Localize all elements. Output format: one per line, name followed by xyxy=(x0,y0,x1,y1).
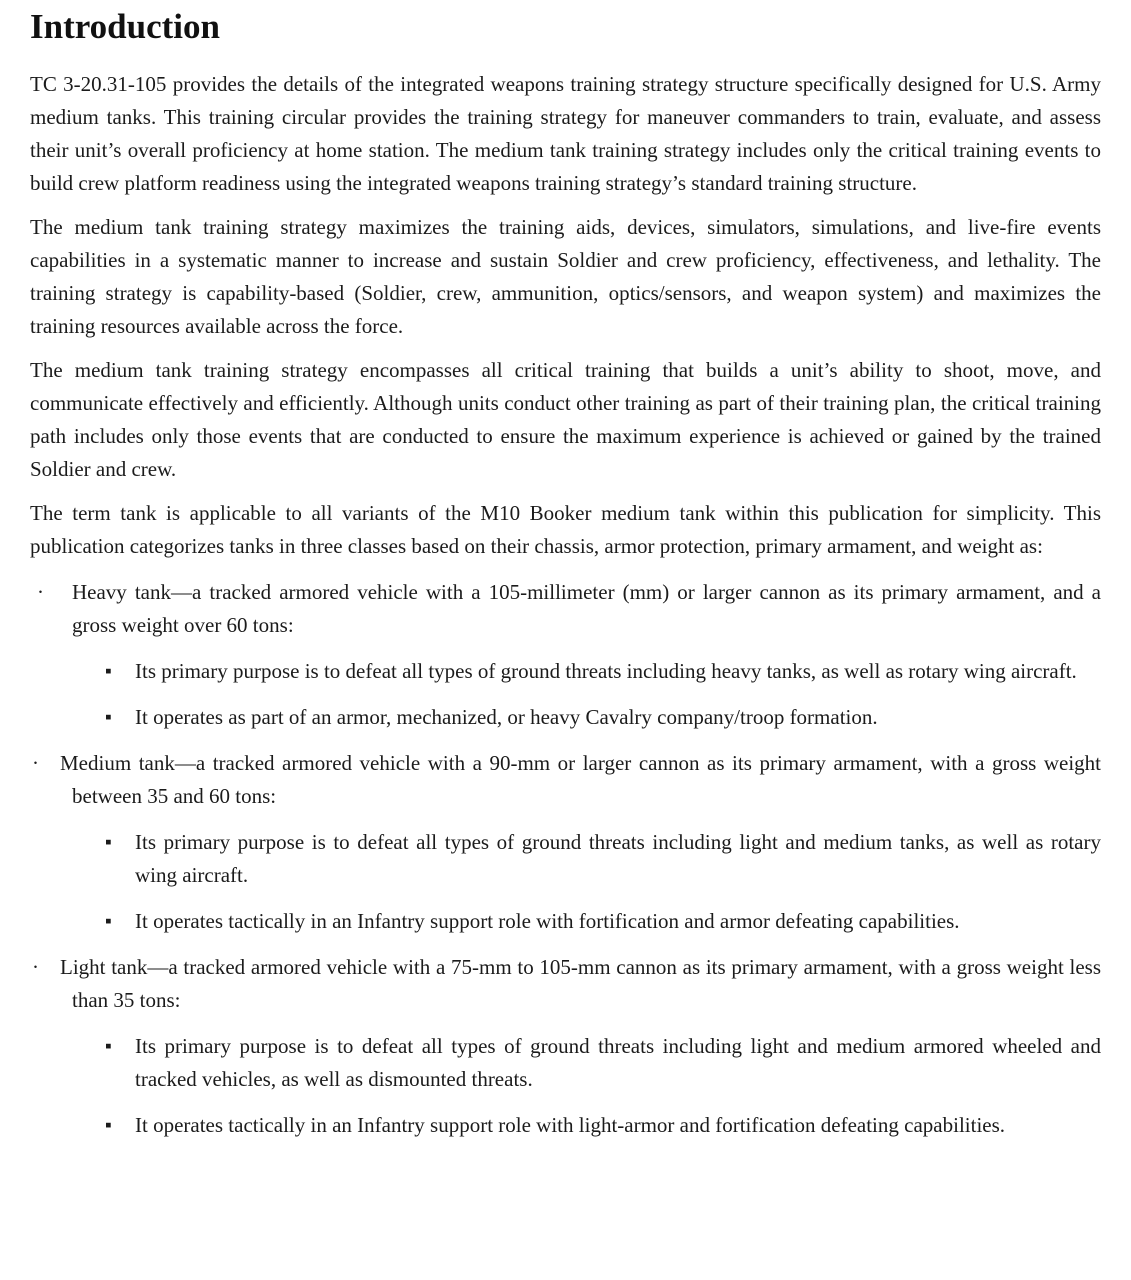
bullet-dot-icon: · xyxy=(32,955,39,979)
list-item-light-tank xyxy=(30,951,1101,1017)
list-item-heavy-tank xyxy=(30,576,1101,642)
bullet-square-icon: ▪ xyxy=(105,911,112,932)
bullet-square-icon: ▪ xyxy=(105,661,112,682)
page-title: Introduction xyxy=(30,7,220,46)
sub-item-heavy-operates xyxy=(103,701,1101,734)
sub-item-text: It operates tactically in an Infantry support role with fortification and armor defeating capabilities. xyxy=(135,909,960,933)
list-item-text: Heavy tank—a tracked armored vehicle with a 105-millimeter (mm) or larger cannon as its primary armament, and a gross weight over 60 tons: xyxy=(72,580,1101,637)
sub-item-light-purpose xyxy=(103,1030,1101,1096)
sub-item-text: Its primary purpose is to defeat all types of ground threats including light and medium tanks, as well as rotary wing aircraft. xyxy=(135,830,1101,887)
bullet-square-icon: ▪ xyxy=(105,832,112,853)
bullet-square-icon: ▪ xyxy=(105,1115,112,1136)
paragraph-term-tank: The term tank is applicable to all variants of the M10 Booker medium tank within this publication for simplicity. This publication categorizes tanks in three classes based on their chassis, armor protection, primary armament, and weight as: xyxy=(30,501,1101,558)
bullet-square-icon: ▪ xyxy=(105,1036,112,1057)
sub-item-text: It operates as part of an armor, mechanized, or heavy Cavalry company/troop formation. xyxy=(135,705,878,729)
list-item-text: Medium tank—a tracked armored vehicle with a 90-mm or larger cannon as its primary armament, with a gross weight between 35 and 60 tons: xyxy=(60,751,1101,808)
paragraph-strategy-maximizes: The medium tank training strategy maximizes the training aids, devices, simulators, simulations, and live-fire events capabilities in a systematic manner to increase and sustain Soldier and crew proficiency, effectiveness, and lethality. The training strategy is capability-based (Soldier, crew, ammunition, optics/sensors, and weapon system) and maximizes the training resources available across the force. xyxy=(30,215,1101,338)
sub-item-heavy-purpose xyxy=(103,655,1101,688)
sub-item-text: Its primary purpose is to defeat all types of ground threats including light and medium armored wheeled and tracked vehicles, as well as dismounted threats. xyxy=(135,1034,1101,1091)
sub-item-text: Its primary purpose is to defeat all types of ground threats including heavy tanks, as well as rotary wing aircraft. xyxy=(135,659,1077,683)
sub-item-text: It operates tactically in an Infantry support role with light-armor and fortification defeating capabilities. xyxy=(135,1113,1006,1137)
sub-item-medium-operates xyxy=(103,905,1101,938)
paragraph-strategy-encompasses: The medium tank training strategy encompasses all critical training that builds a unit’s ability to shoot, move, and communicate effectively and efficiently. Although units conduct other training as part of their training plan, the critical training path includes only those events that are conducted to ensure the maximum experience is achieved or gained by the trained Soldier and crew. xyxy=(30,358,1101,481)
sub-item-light-operates xyxy=(103,1109,1101,1142)
bullet-dot-icon: · xyxy=(37,580,44,604)
tank-class-list xyxy=(30,576,1101,1142)
paragraph-intro: TC 3-20.31-105 provides the details of the integrated weapons training strategy structure specifically designed for U.S. Army medium tanks. This training circular provides the training strategy for maneuver commanders to train, evaluate, and assess their unit’s overall proficiency at home station. The medium tank training strategy includes only the critical training events to build crew platform readiness using the integrated weapons training strategy’s standard training structure. xyxy=(30,72,1101,195)
sub-item-medium-purpose xyxy=(103,826,1101,892)
list-item-medium-tank xyxy=(30,747,1101,813)
bullet-dot-icon: · xyxy=(32,751,39,775)
list-item-text: Light tank—a tracked armored vehicle with a 75-mm to 105-mm cannon as its primary armament, with a gross weight less than 35 tons: xyxy=(60,955,1101,1012)
bullet-square-icon: ▪ xyxy=(105,707,112,728)
